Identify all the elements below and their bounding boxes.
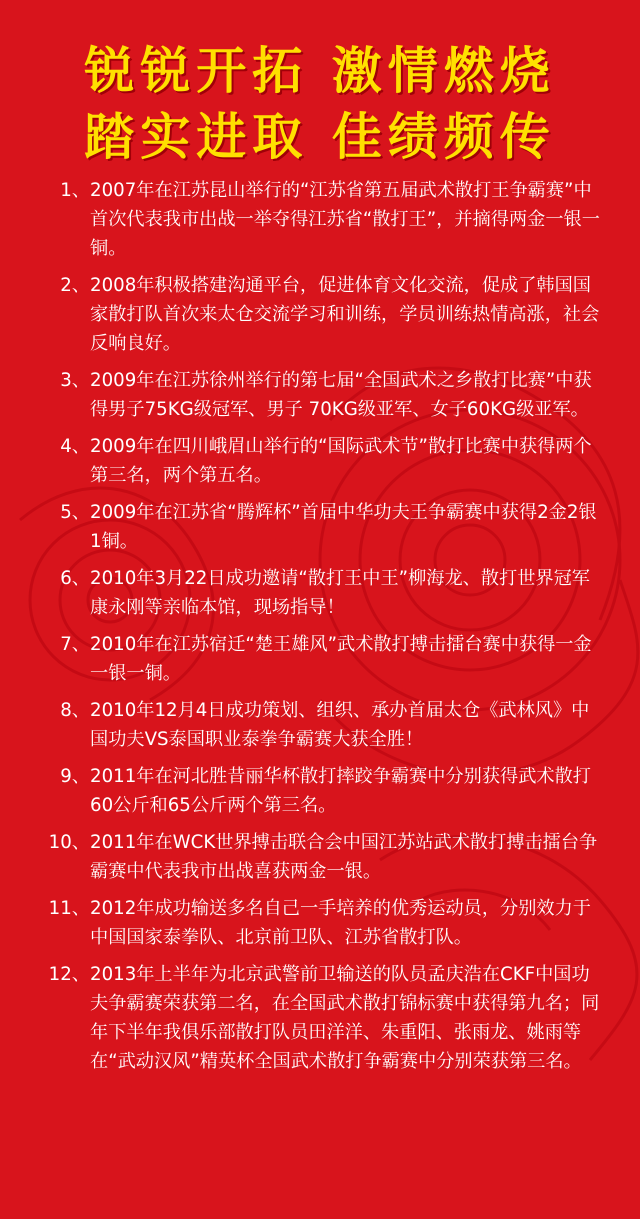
item-text: 2010年在江苏宿迁“楚王雄风”武术散打搏击擂台赛中获得一金一银一铜。 xyxy=(90,634,592,684)
item-number: 9、 xyxy=(60,766,90,787)
headline-line-2: 踏实进取 佳绩频传 xyxy=(84,107,556,166)
item-number: 8、 xyxy=(60,700,90,721)
achievement-list xyxy=(48,176,604,1084)
list-item xyxy=(56,762,604,820)
list-item xyxy=(56,432,604,490)
list-item xyxy=(56,498,604,556)
list-item xyxy=(56,564,604,622)
item-number: 6、 xyxy=(60,568,90,589)
item-text: 2012年成功输送多名自己一手培养的优秀运动员，分别效力于中国国家泰拳队、北京前卫队、江苏省散打队。 xyxy=(90,898,591,948)
list-item xyxy=(48,960,604,1076)
list-item xyxy=(56,630,604,688)
item-text: 2010年3月22日成功邀请“散打王中王”柳海龙、散打世界冠军康永刚等亲临本馆，现场指导！ xyxy=(90,568,590,618)
item-text: 2011年在WCK世界搏击联合会中国江苏站武术散打搏击擂台争霸赛中代表我市出战喜获两金一银。 xyxy=(90,832,598,882)
item-number: 12、 xyxy=(48,964,90,985)
item-text: 2013年上半年为北京武警前卫输送的队员孟庆浩在CKF中国功夫争霸赛荣获第二名，在全国武术散打锦标赛中获得第九名；同年下半年我俱乐部散打队员田洋洋、朱重阳、张雨龙、姚雨等在“武动汉风”精英杯全国武术散打争霸赛中分别荣获第三名。 xyxy=(90,964,600,1072)
list-item xyxy=(48,894,604,952)
headline-line-1: 锐锐开拓 激情燃烧 xyxy=(84,41,556,100)
list-item xyxy=(56,271,604,358)
headline xyxy=(0,38,640,170)
item-text: 2010年12月4日成功策划、组织、承办首届太仓《武林风》中国功夫VS泰国职业泰拳争霸赛大获全胜！ xyxy=(90,700,590,750)
list-item xyxy=(56,696,604,754)
list-item xyxy=(48,828,604,886)
item-text: 2009年在四川峨眉山举行的“国际武术节”散打比赛中获得两个第三名，两个第五名。 xyxy=(90,436,592,486)
item-text: 2008年积极搭建沟通平台，促进体育文化交流，促成了韩国国家散打队首次来太仓交流学习和训练，学员训练热情高涨，社会反响良好。 xyxy=(90,275,600,354)
list-item xyxy=(56,176,604,263)
item-text: 2009年在江苏省“腾辉杯”首届中华功夫王争霸赛中获得2金2银1铜。 xyxy=(90,502,597,552)
item-number: 11、 xyxy=(48,898,90,919)
item-number: 3、 xyxy=(60,370,90,391)
item-number: 7、 xyxy=(60,634,90,655)
item-number: 1、 xyxy=(60,180,90,201)
item-text: 2009年在江苏徐州举行的第七届“全国武术之乡散打比赛”中获得男子75KG级冠军、男子 70KG级亚军、女子60KG级亚军。 xyxy=(90,370,592,420)
item-number: 5、 xyxy=(60,502,90,523)
item-text: 2011年在河北胜昔丽华杯散打摔跤争霸赛中分别获得武术散打60公斤和65公斤两个第三名。 xyxy=(90,766,591,816)
list-item xyxy=(56,366,604,424)
item-number: 2、 xyxy=(60,275,90,296)
item-text: 2007年在江苏昆山举行的“江苏省第五届武术散打王争霸赛”中首次代表我市出战一举夺得江苏省“散打王”，并摘得两金一银一铜。 xyxy=(90,180,600,259)
item-number: 10、 xyxy=(48,832,90,853)
item-number: 4、 xyxy=(60,436,90,457)
